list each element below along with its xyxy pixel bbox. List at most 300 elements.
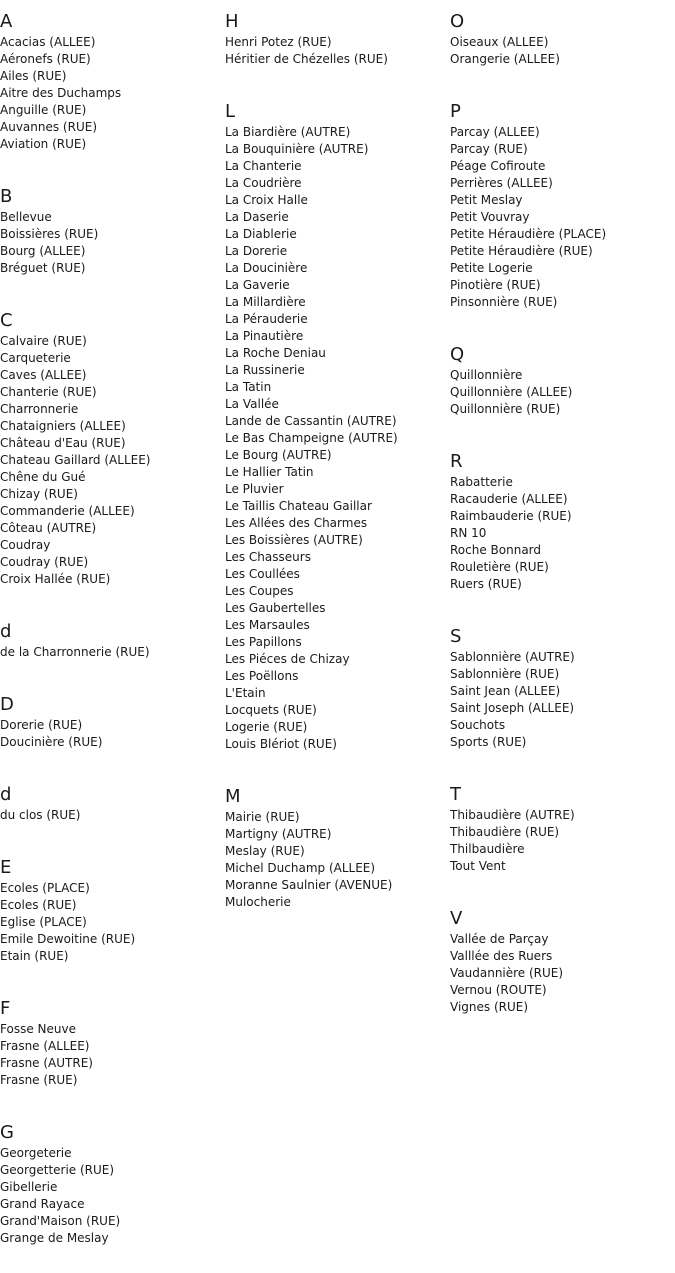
street-list-item (0, 1196, 222, 1213)
street-link[interactable]: Locquets (RUE) (225, 703, 317, 717)
street-list-item (225, 141, 447, 158)
street-list-item (225, 566, 447, 583)
street-link[interactable]: Coudray (0, 538, 51, 552)
letter-section (0, 0, 222, 175)
letter-section (0, 773, 222, 846)
street-list-item (0, 537, 222, 554)
street-link[interactable]: Chizay (RUE) (0, 487, 78, 501)
street-link[interactable]: Valllée des Ruers (450, 949, 553, 963)
street-link[interactable]: Etain (RUE) (0, 949, 69, 963)
street-list-item (0, 897, 222, 914)
section-spacer (225, 753, 447, 775)
street-link[interactable]: Ruers (RUE) (450, 577, 522, 591)
section-letter-heading: M (225, 786, 241, 807)
street-list-item (225, 668, 447, 685)
street-list-item (450, 700, 672, 717)
street-link[interactable]: Ecoles (PLACE) (0, 881, 90, 895)
street-list-item (225, 549, 447, 566)
street-link[interactable]: Bourg (ALLEE) (0, 244, 86, 258)
street-link[interactable]: Mairie (RUE) (225, 810, 300, 824)
street-list-item (450, 525, 672, 542)
street-list-item (450, 209, 672, 226)
street-list-item (450, 124, 672, 141)
street-link[interactable]: Commanderie (ALLEE) (0, 504, 135, 518)
letter-section (225, 775, 447, 933)
section-letter-heading: P (450, 101, 461, 122)
street-list-item (0, 520, 222, 537)
street-list-item (0, 418, 222, 435)
street-list (0, 880, 222, 965)
index-column-3 (450, 0, 672, 1038)
street-link[interactable]: L'Etain (225, 686, 266, 700)
street-link[interactable]: La Pérauderie (225, 312, 308, 326)
section-spacer (0, 277, 222, 299)
street-list-item (0, 571, 222, 588)
street-list-item (450, 260, 672, 277)
section-spacer (0, 1089, 222, 1111)
street-link[interactable]: Quillonnière (ALLEE) (450, 385, 573, 399)
street-link[interactable]: Coudray (RUE) (0, 555, 89, 569)
street-link[interactable]: Martigny (AUTRE) (225, 827, 332, 841)
street-list-item (0, 644, 222, 661)
street-list-item (225, 175, 447, 192)
street-list (450, 474, 672, 593)
street-list-item (0, 102, 222, 119)
street-link[interactable]: Héritier de Chézelles (RUE) (225, 52, 388, 66)
street-link[interactable]: Racauderie (ALLEE) (450, 492, 568, 506)
section-letter-heading: A (0, 11, 13, 32)
street-link[interactable]: Pinsonnière (RUE) (450, 295, 558, 309)
street-list-item (450, 277, 672, 294)
street-list-item (0, 486, 222, 503)
street-list-item (450, 175, 672, 192)
section-letter-heading: H (225, 11, 239, 32)
letter-section (450, 90, 672, 333)
street-link[interactable]: Le Bourg (AUTRE) (225, 448, 332, 462)
letter-section (0, 175, 222, 299)
street-link[interactable]: Meslay (RUE) (225, 844, 305, 858)
street-list-item (450, 474, 672, 491)
street-link[interactable]: Frasne (AUTRE) (0, 1056, 93, 1070)
street-list-item (225, 379, 447, 396)
street-link[interactable]: La Tatin (225, 380, 272, 394)
street-link[interactable]: Le Taillis Chateau Gaillar (225, 499, 372, 513)
street-list-item (450, 367, 672, 384)
street-list-item (225, 345, 447, 362)
street-link[interactable]: Quillonnière (450, 368, 523, 382)
street-list-item (225, 894, 447, 911)
street-link[interactable]: Logerie (RUE) (225, 720, 308, 734)
street-list-item (0, 931, 222, 948)
letter-section (450, 440, 672, 615)
street-link[interactable]: Thibaudière (RUE) (450, 825, 560, 839)
street-list-item (450, 51, 672, 68)
street-list-item (225, 260, 447, 277)
letter-section (0, 610, 222, 683)
street-link[interactable]: La Russinerie (225, 363, 305, 377)
street-link[interactable]: Doucinière (RUE) (0, 735, 103, 749)
street-link[interactable]: Le Bas Champeigne (AUTRE) (225, 431, 398, 445)
street-link[interactable]: du clos (RUE) (0, 808, 81, 822)
street-link[interactable]: Acacias (ALLEE) (0, 35, 96, 49)
street-list-item (225, 209, 447, 226)
street-list-item (225, 600, 447, 617)
street-list-item (225, 226, 447, 243)
section-letter-heading: T (450, 784, 461, 805)
section-spacer (0, 153, 222, 175)
street-link[interactable]: Château d'Eau (RUE) (0, 436, 126, 450)
street-link[interactable]: Les Gaubertelles (225, 601, 326, 615)
street-link[interactable]: Bréguet (RUE) (0, 261, 86, 275)
street-link[interactable]: Moranne Saulnier (AVENUE) (225, 878, 393, 892)
street-list-item (0, 136, 222, 153)
street-list-item (450, 226, 672, 243)
street-link[interactable]: Péage Cofiroute (450, 159, 546, 173)
street-link[interactable]: Roche Bonnard (450, 543, 542, 557)
street-list-item (0, 1038, 222, 1055)
street-list-item (225, 583, 447, 600)
street-list-item (225, 719, 447, 736)
street-link[interactable]: Sports (RUE) (450, 735, 527, 749)
street-list-item (225, 51, 447, 68)
letter-section (450, 897, 672, 1038)
street-link[interactable]: Gibellerie (0, 1180, 58, 1194)
street-list-item (225, 515, 447, 532)
letter-section (0, 683, 222, 773)
street-list-item (0, 1213, 222, 1230)
street-link[interactable]: La Coudrière (225, 176, 302, 190)
street-list-item (450, 384, 672, 401)
section-letter-heading: L (225, 101, 236, 122)
street-link[interactable]: Chateau Gaillard (ALLEE) (0, 453, 151, 467)
street-list-item (0, 401, 222, 418)
street-link[interactable]: La Gaverie (225, 278, 290, 292)
letter-section (0, 987, 222, 1111)
street-list-item (0, 1021, 222, 1038)
street-list-item (450, 683, 672, 700)
section-spacer (225, 911, 447, 933)
section-letter-heading: d (0, 621, 12, 642)
street-list-item (450, 841, 672, 858)
section-spacer (0, 661, 222, 683)
street-list-item (225, 617, 447, 634)
letter-section (450, 333, 672, 440)
street-list-item (225, 447, 447, 464)
street-link[interactable]: Vernou (ROUTE) (450, 983, 547, 997)
street-list-item (225, 464, 447, 481)
street-list-item (450, 858, 672, 875)
street-link[interactable]: Perrières (ALLEE) (450, 176, 553, 190)
street-list-item (0, 717, 222, 734)
street-list-item (225, 532, 447, 549)
letter-section (225, 90, 447, 775)
street-link[interactable]: Oiseaux (ALLEE) (450, 35, 549, 49)
street-link[interactable]: Ailes (RUE) (0, 69, 67, 83)
street-link[interactable]: Petite Héraudière (PLACE) (450, 227, 607, 241)
section-spacer (0, 965, 222, 987)
street-list-item (450, 717, 672, 734)
street-link[interactable]: RN 10 (450, 526, 487, 540)
street-list-item (225, 396, 447, 413)
section-letter-heading: G (0, 1122, 14, 1143)
section-spacer (450, 751, 672, 773)
street-link[interactable]: Grand Rayace (0, 1197, 85, 1211)
street-list (225, 34, 447, 68)
letter-section (0, 846, 222, 987)
street-link[interactable]: Grand'Maison (RUE) (0, 1214, 121, 1228)
street-list-item (450, 294, 672, 311)
street-link[interactable]: Ecoles (RUE) (0, 898, 77, 912)
street-link[interactable]: Petite Héraudière (RUE) (450, 244, 593, 258)
street-list (0, 717, 222, 751)
street-link[interactable]: Vallée de Parçay (450, 932, 549, 946)
section-letter-heading: S (450, 626, 462, 647)
letter-section (450, 773, 672, 897)
street-link[interactable]: Le Hallier Tatin (225, 465, 314, 479)
street-list-item (0, 469, 222, 486)
street-list-item (0, 914, 222, 931)
street-list-item (450, 542, 672, 559)
letter-section (0, 1111, 222, 1269)
street-link[interactable]: Dorerie (RUE) (0, 718, 83, 732)
street-link[interactable]: Michel Duchamp (ALLEE) (225, 861, 376, 875)
street-list-item (0, 68, 222, 85)
street-link[interactable]: Emile Dewoitine (RUE) (0, 932, 136, 946)
street-link[interactable]: de la Charronnerie (RUE) (0, 645, 150, 659)
section-letter-heading: R (450, 451, 463, 472)
street-list-item (0, 435, 222, 452)
street-link[interactable]: Chanterie (RUE) (0, 385, 97, 399)
street-list-item (450, 948, 672, 965)
street-list-item (0, 384, 222, 401)
street-list-item (450, 999, 672, 1016)
street-link[interactable]: Les Poëllons (225, 669, 299, 683)
street-list-item (0, 1162, 222, 1179)
street-list-item (0, 1179, 222, 1196)
street-link[interactable]: Aviation (RUE) (0, 137, 87, 151)
street-list-item (450, 666, 672, 683)
street-link[interactable]: Quillonnière (RUE) (450, 402, 561, 416)
section-letter-heading: O (450, 11, 465, 32)
street-link[interactable]: La Roche Deniau (225, 346, 326, 360)
section-letter-heading: C (0, 310, 13, 331)
street-list (0, 34, 222, 153)
street-list-item (0, 85, 222, 102)
street-link[interactable]: Parcay (ALLEE) (450, 125, 540, 139)
street-list-item (0, 350, 222, 367)
street-list-item (225, 311, 447, 328)
street-list-item (0, 34, 222, 51)
street-link[interactable]: Rabatterie (450, 475, 513, 489)
street-link[interactable]: Parcay (RUE) (450, 142, 528, 156)
street-link[interactable]: Sablonnière (AUTRE) (450, 650, 575, 664)
section-spacer (450, 875, 672, 897)
street-link[interactable]: Les Coupes (225, 584, 294, 598)
street-list (0, 333, 222, 588)
street-link[interactable]: Côteau (AUTRE) (0, 521, 97, 535)
street-link[interactable]: Frasne (ALLEE) (0, 1039, 90, 1053)
street-list (225, 124, 447, 753)
street-list-item (225, 685, 447, 702)
street-link[interactable]: Petit Vouvray (450, 210, 530, 224)
street-link[interactable]: Orangerie (ALLEE) (450, 52, 560, 66)
street-link[interactable]: La Diablerie (225, 227, 297, 241)
street-link[interactable]: Les Papillons (225, 635, 302, 649)
street-link[interactable]: Mulocherie (225, 895, 291, 909)
street-list-item (450, 491, 672, 508)
street-list-item (0, 452, 222, 469)
street-list-item (225, 736, 447, 753)
street-link[interactable]: Le Pluvier (225, 482, 284, 496)
street-link[interactable]: La Pinautière (225, 329, 304, 343)
street-link[interactable]: Rouletière (RUE) (450, 560, 549, 574)
street-list-item (0, 1072, 222, 1089)
street-list-item (225, 809, 447, 826)
street-link[interactable]: La Chanterie (225, 159, 302, 173)
street-list-item (225, 826, 447, 843)
street-link[interactable]: Vaudannière (RUE) (450, 966, 564, 980)
street-link[interactable]: Les Boissières (AUTRE) (225, 533, 363, 547)
street-link[interactable]: Georgeterie (0, 1146, 72, 1160)
index-column-2 (225, 0, 447, 933)
street-link[interactable]: Petit Meslay (450, 193, 523, 207)
street-list (0, 644, 222, 661)
street-list-item (450, 158, 672, 175)
street-list (0, 209, 222, 277)
section-letter-heading: d (0, 784, 12, 805)
section-spacer (0, 1247, 222, 1269)
street-link[interactable]: Anguille (RUE) (0, 103, 87, 117)
street-link[interactable]: Frasne (RUE) (0, 1073, 78, 1087)
index-column-1 (0, 0, 222, 1269)
street-link[interactable]: Aéronefs (RUE) (0, 52, 91, 66)
street-list-item (450, 192, 672, 209)
street-list (450, 649, 672, 751)
street-link[interactable]: La Doucinière (225, 261, 308, 275)
street-list-item (0, 1145, 222, 1162)
street-list-item (0, 209, 222, 226)
section-spacer (450, 418, 672, 440)
section-spacer (0, 588, 222, 610)
street-link[interactable]: Louis Blériot (RUE) (225, 737, 337, 751)
street-list-item (225, 498, 447, 515)
street-link[interactable]: Charronnerie (0, 402, 79, 416)
street-link[interactable]: Vignes (RUE) (450, 1000, 529, 1014)
street-list-item (450, 807, 672, 824)
street-list-item (225, 843, 447, 860)
street-link[interactable]: Saint Jean (ALLEE) (450, 684, 561, 698)
street-link[interactable]: Carqueterie (0, 351, 71, 365)
street-link[interactable]: La Bouquinière (AUTRE) (225, 142, 369, 156)
section-spacer (450, 1016, 672, 1038)
street-link[interactable]: Sablonnière (RUE) (450, 667, 560, 681)
street-list-item (0, 260, 222, 277)
street-list-item (0, 226, 222, 243)
street-list (0, 1145, 222, 1247)
street-link[interactable]: Tout Vent (450, 859, 506, 873)
street-link[interactable]: Eglise (PLACE) (0, 915, 87, 929)
street-list-item (0, 243, 222, 260)
section-letter-heading: F (0, 998, 11, 1019)
street-link[interactable]: Auvannes (RUE) (0, 120, 97, 134)
section-spacer (0, 751, 222, 773)
street-list (0, 807, 222, 824)
street-link[interactable]: Chataigniers (ALLEE) (0, 419, 126, 433)
street-link[interactable]: La Millardière (225, 295, 306, 309)
street-link[interactable]: Aitre des Duchamps (0, 86, 122, 100)
street-link[interactable]: Raimbauderie (RUE) (450, 509, 572, 523)
street-list-item (450, 576, 672, 593)
street-list-item (450, 824, 672, 841)
street-list-item (225, 481, 447, 498)
street-list (450, 34, 672, 68)
street-list-item (0, 1055, 222, 1072)
street-link[interactable]: Thibaudière (AUTRE) (450, 808, 575, 822)
street-list-item (450, 243, 672, 260)
street-link[interactable]: Georgetterie (RUE) (0, 1163, 115, 1177)
street-link[interactable]: Petite Logerie (450, 261, 533, 275)
street-link[interactable]: Les Coullées (225, 567, 300, 581)
street-list-item (0, 880, 222, 897)
street-link[interactable]: Les Allées des Charmes (225, 516, 368, 530)
street-list-item (450, 734, 672, 751)
street-list-item (225, 877, 447, 894)
street-link[interactable]: Pinotière (RUE) (450, 278, 541, 292)
street-list-item (225, 860, 447, 877)
street-list (0, 1021, 222, 1089)
section-letter-heading: D (0, 694, 14, 715)
street-link[interactable]: Bellevue (0, 210, 52, 224)
street-link[interactable]: Saint Joseph (ALLEE) (450, 701, 575, 715)
street-link[interactable]: La Croix Halle (225, 193, 308, 207)
street-list-item (225, 702, 447, 719)
street-link[interactable]: Les Marsaules (225, 618, 310, 632)
street-list-item (0, 503, 222, 520)
street-link[interactable]: Croix Hallée (RUE) (0, 572, 111, 586)
street-link[interactable]: Boissières (RUE) (0, 227, 99, 241)
letter-section (450, 0, 672, 90)
street-link[interactable]: Caves (ALLEE) (0, 368, 87, 382)
street-link[interactable]: Les Chasseurs (225, 550, 311, 564)
street-link[interactable]: La Vallée (225, 397, 279, 411)
street-link[interactable]: Fosse Neuve (0, 1022, 76, 1036)
street-link[interactable]: La Biardière (AUTRE) (225, 125, 351, 139)
street-link[interactable]: Chêne du Gué (0, 470, 86, 484)
section-letter-heading: Q (450, 344, 465, 365)
street-link[interactable]: Grange de Meslay (0, 1231, 109, 1245)
street-list-item (450, 141, 672, 158)
street-link[interactable]: La Daserie (225, 210, 289, 224)
street-list-item (450, 649, 672, 666)
street-list-item (450, 34, 672, 51)
section-letter-heading: E (0, 857, 12, 878)
section-spacer (450, 593, 672, 615)
street-list (450, 124, 672, 311)
street-link[interactable]: La Dorerie (225, 244, 288, 258)
street-list-item (0, 51, 222, 68)
street-link[interactable]: Henri Potez (RUE) (225, 35, 332, 49)
street-link[interactable]: Lande de Cassantin (AUTRE) (225, 414, 397, 428)
street-list-item (225, 277, 447, 294)
street-list-item (225, 243, 447, 260)
street-link[interactable]: Thilbaudière (450, 842, 525, 856)
street-link[interactable]: Les Piéces de Chizay (225, 652, 350, 666)
street-list (450, 807, 672, 875)
street-list (225, 809, 447, 911)
street-link[interactable]: Calvaire (RUE) (0, 334, 87, 348)
street-link[interactable]: Souchots (450, 718, 506, 732)
section-spacer (450, 68, 672, 90)
